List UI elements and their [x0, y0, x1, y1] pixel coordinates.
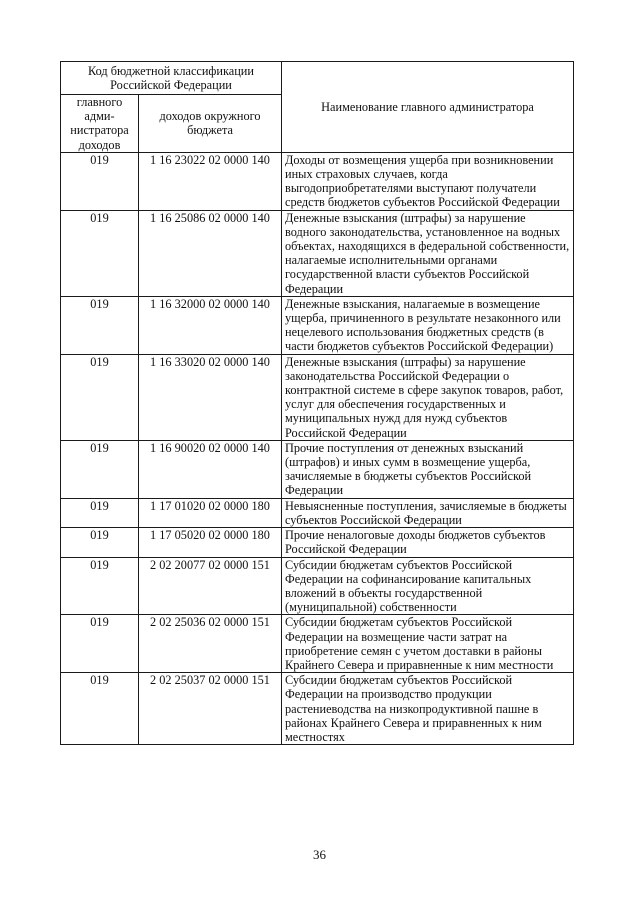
header-revenue-code: доходов окружного бюджета [139, 95, 282, 153]
administrator-name-cell: Субсидии бюджетам субъектов Российской Федерации на возмещение части затрат на приобретение семян с учетом доставки в районы Крайнего Севера и приравненные к ним местности [282, 615, 574, 673]
table-row [61, 210, 574, 296]
admin-code-cell: 019 [61, 673, 139, 745]
admin-code-cell: 019 [61, 296, 139, 354]
table-row [61, 498, 574, 527]
administrator-name-cell: Невыясненные поступления, зачисляемые в бюджеты субъектов Российской Федерации [282, 498, 574, 527]
administrator-name-cell: Прочие поступления от денежных взысканий (штрафов) и иных сумм в возмещение ущерба, зачисляемые в бюджеты субъектов Российской Федерации [282, 440, 574, 498]
budget-code-cell: 1 16 33020 02 0000 140 [139, 354, 282, 440]
header-admin-code: главного адми-нистратора доходов [61, 95, 139, 153]
administrator-name-cell: Прочие неналоговые доходы бюджетов субъектов Российской Федерации [282, 528, 574, 557]
page-number: 36 [313, 847, 326, 862]
table-body [61, 152, 574, 744]
budget-code-cell: 2 02 25037 02 0000 151 [139, 673, 282, 745]
budget-code-cell: 1 17 01020 02 0000 180 [139, 498, 282, 527]
budget-code-cell: 1 17 05020 02 0000 180 [139, 528, 282, 557]
budget-code-cell: 1 16 90020 02 0000 140 [139, 440, 282, 498]
admin-code-cell: 019 [61, 498, 139, 527]
administrator-name-cell: Субсидии бюджетам субъектов Российской Федерации на софинансирование капитальных вложений в объекты государственной (муниципальной) собственности [282, 557, 574, 615]
table-row [61, 673, 574, 745]
admin-code-cell: 019 [61, 615, 139, 673]
table-row [61, 615, 574, 673]
table-row [61, 152, 574, 210]
administrator-name-cell: Доходы от возмещения ущерба при возникновении иных страховых случаев, когда выгодоприобретателями выступают получатели средств бюджетов субъектов Российской Федерации [282, 152, 574, 210]
admin-code-cell: 019 [61, 440, 139, 498]
header-name: Наименование главного администратора [282, 62, 574, 153]
admin-code-cell: 019 [61, 152, 139, 210]
administrator-name-cell: Денежные взыскания, налагаемые в возмещение ущерба, причиненного в результате незаконного или нецелевого использования бюджетных средств (в части бюджетов субъектов Российской Федерации) [282, 296, 574, 354]
budget-code-cell: 1 16 32000 02 0000 140 [139, 296, 282, 354]
administrator-name-cell: Субсидии бюджетам субъектов Российской Федерации на производство продукции растениеводства на низкопродуктивной пашне в районах Крайнего Севера и приравненных к ним местностях [282, 673, 574, 745]
administrator-name-cell: Денежные взыскания (штрафы) за нарушение законодательства Российской Федерации о контрактной системе в сфере закупок товаров, работ, услуг для обеспечения государственных и муниципальных нужд для нужд субъектов Российской Федерации [282, 354, 574, 440]
budget-code-cell: 1 16 25086 02 0000 140 [139, 210, 282, 296]
admin-code-cell: 019 [61, 528, 139, 557]
budget-classification-table [60, 61, 574, 745]
table-row [61, 557, 574, 615]
table-row [61, 296, 574, 354]
administrator-name-cell: Денежные взыскания (штрафы) за нарушение водного законодательства, установленное на водных объектах, находящихся в федеральной собственности, налагаемые исполнительными органами государственной власти субъектов Российской Федерации [282, 210, 574, 296]
admin-code-cell: 019 [61, 557, 139, 615]
budget-code-cell: 1 16 23022 02 0000 140 [139, 152, 282, 210]
table-row [61, 440, 574, 498]
budget-code-cell: 2 02 20077 02 0000 151 [139, 557, 282, 615]
table-row [61, 354, 574, 440]
admin-code-cell: 019 [61, 354, 139, 440]
admin-code-cell: 019 [61, 210, 139, 296]
header-code-group: Код бюджетной классификации Российской Федерации [61, 62, 282, 95]
table-row [61, 528, 574, 557]
budget-code-cell: 2 02 25036 02 0000 151 [139, 615, 282, 673]
